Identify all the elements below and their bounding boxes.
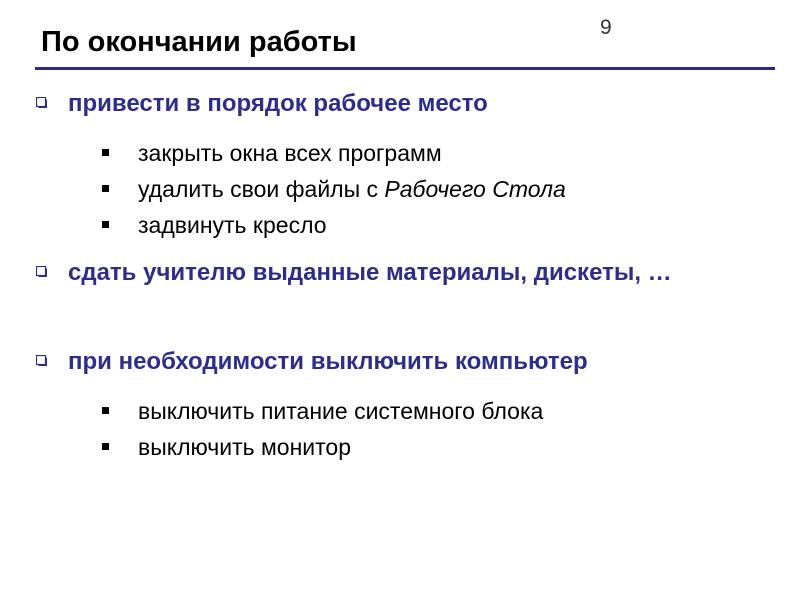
sub-bullet-text: закрыть окна всех программ [138, 140, 442, 166]
bullet-text: при необходимости выключить компьютер [68, 348, 588, 375]
square-bullet-icon [102, 185, 109, 192]
slide-title: По окончании работы [41, 26, 357, 58]
checkbox-bullet-icon [36, 97, 47, 108]
bullet-text: сдать учителю выданные материалы, дискеты, … [68, 259, 672, 286]
sub-bullet-text: выключить монитор [138, 434, 351, 460]
checkbox-bullet-icon [36, 355, 47, 366]
sub-bullet-text: задвинуть кресло [138, 212, 327, 238]
title-divider [35, 67, 775, 70]
sub-bullet-text [102, 176, 566, 202]
sub-bullet-italic: Рабочего Стола [384, 176, 566, 202]
sub-bullet-item [102, 208, 327, 242]
checkbox-bullet-icon [36, 266, 47, 277]
square-bullet-icon [102, 149, 109, 156]
sub-bullet-item [102, 136, 442, 170]
sub-bullet-item [102, 430, 351, 464]
square-bullet-icon [102, 221, 109, 228]
bullet-item [36, 85, 768, 123]
bullet-text: привести в порядок рабочее место [68, 90, 488, 117]
slide-number: 9 [600, 16, 612, 39]
bullet-item [36, 343, 768, 381]
sub-bullet-item [102, 172, 566, 206]
square-bullet-icon [102, 407, 109, 414]
sub-bullet-prefix: удалить свои файлы с [138, 176, 385, 202]
sub-bullet-item [102, 394, 543, 428]
bullet-item [36, 254, 708, 292]
square-bullet-icon [102, 443, 109, 450]
sub-bullet-text: выключить питание системного блока [138, 398, 544, 424]
